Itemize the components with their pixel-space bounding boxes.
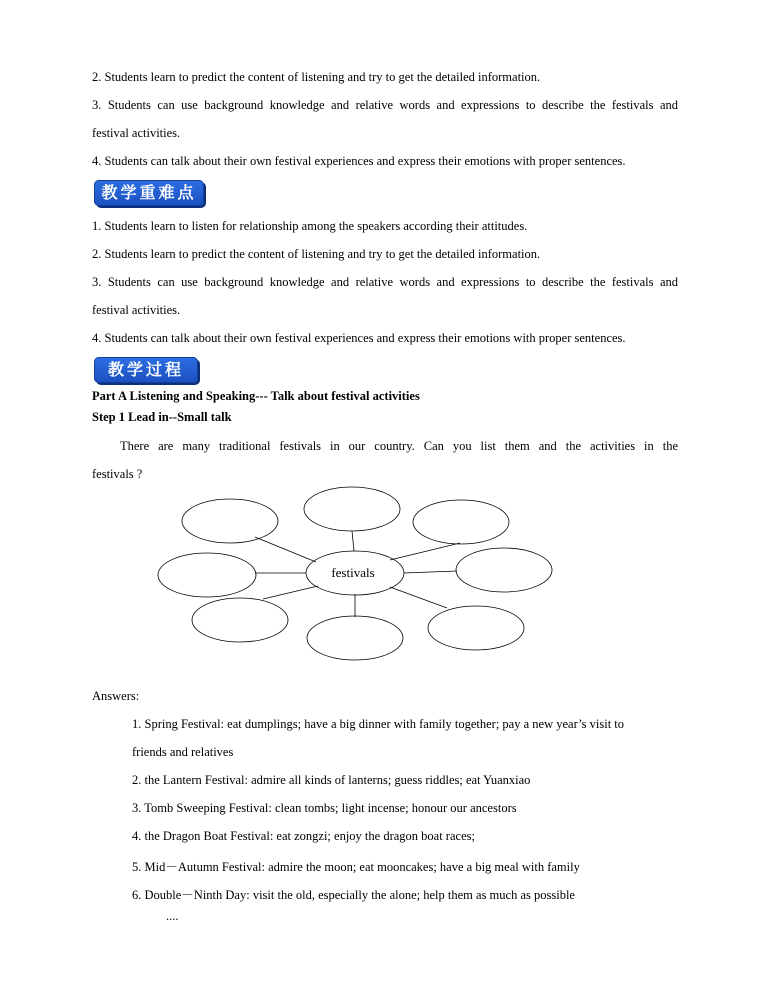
answers-label: Answers: [92,689,140,703]
key-point-4: 4. Students can talk about their own festival experiences and express their emotions with proper sentences. [92,331,626,345]
objective-3: 3. Students can use background knowledge and relative words and expressions to describe the festivals and [92,98,678,112]
connector [390,587,447,608]
connector [404,571,457,573]
intro-line-2: festivals ? [92,467,143,481]
blank-bubble [304,487,400,531]
answer-5: 5. Mid－Autumn Festival: admire the moon; eat mooncakes; have a big meal with family [132,860,580,874]
connector [390,543,460,560]
part-title: Part A Listening and Speaking--- Talk about festival activities [92,389,420,403]
answer-1-cont: friends and relatives [132,745,234,759]
connector [263,586,318,599]
blank-bubble [307,616,403,660]
key-point-1: 1. Students learn to listen for relationship among the speakers according their attitudes. [92,219,528,233]
key-point-3-cont: festival activities. [92,303,181,317]
answer-1: 1. Spring Festival: eat dumplings; have a big dinner with family together; pay a new year’s visit to [132,717,625,731]
blank-bubble [192,598,288,642]
objective-4: 4. Students can talk about their own festival experiences and express their emotions with proper sentences. [92,154,626,168]
blank-bubble [413,500,509,544]
blank-bubble [182,499,278,543]
connector [255,537,316,562]
connector [352,531,354,551]
process-heading: 教学过程 [94,357,198,383]
intro-line-1: There are many traditional festivals in our country. Can you list them and the activities in the [120,439,678,453]
step-title: Step 1 Lead in--Small talk [92,410,232,424]
blank-bubble [456,548,552,592]
blank-bubble [428,606,524,650]
key-point-2: 2. Students learn to predict the content of listening and try to get the detailed information. [92,247,541,261]
answers-ellipsis: .... [166,909,179,923]
diagram-center-label: festivals [331,565,375,580]
answer-3: 3. Tomb Sweeping Festival: clean tombs; light incense; honour our ancestors [132,801,517,815]
answer-6: 6. Double－Ninth Day: visit the old, especially the alone; help them as much as possible [132,888,575,902]
key-point-3: 3. Students can use background knowledge and relative words and expressions to describe the festivals and [92,275,678,289]
blank-bubble [158,553,256,597]
answer-2: 2. the Lantern Festival: admire all kinds of lanterns; guess riddles; eat Yuanxiao [132,773,531,787]
objective-3-cont: festival activities. [92,126,181,140]
answer-4: 4. the Dragon Boat Festival: eat zongzi; enjoy the dragon boat races; [132,829,475,843]
objective-2: 2. Students learn to predict the content of listening and try to get the detailed information. [92,70,541,84]
key-points-heading: 教学重难点 [94,180,204,206]
